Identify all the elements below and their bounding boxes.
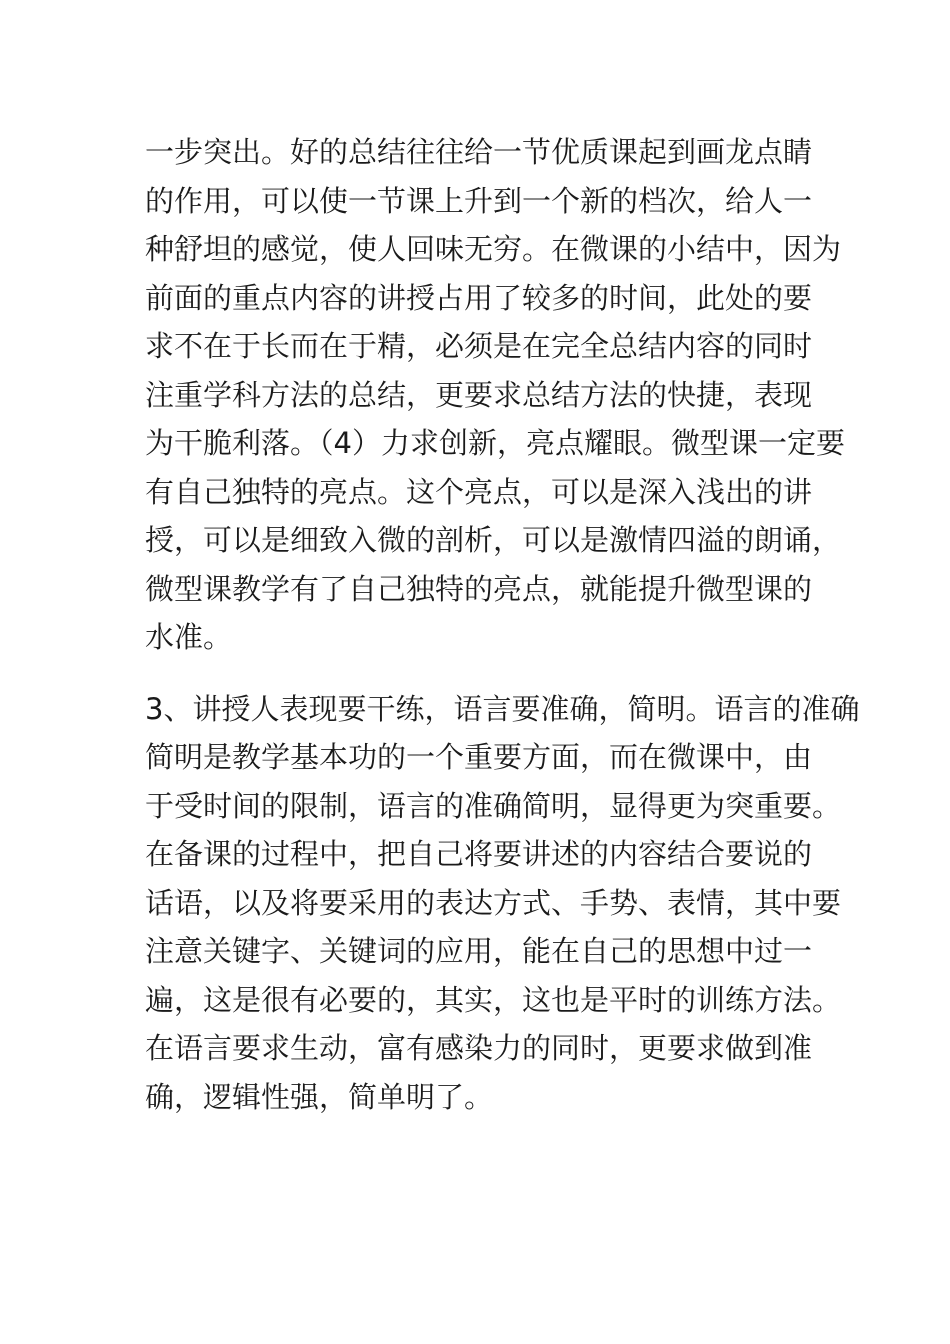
text-line: 前面的重点内容的讲授占用了较多的时间，此处的要 <box>145 280 813 315</box>
text-line: 在语言要求生动，富有感染力的同时，更要求做到准 <box>145 1031 813 1065</box>
text-line: 求不在于长而在于精，必须是在完全总结内容的同时 <box>145 329 813 363</box>
paragraph-2 <box>145 685 860 1122</box>
text-line: 水准。 <box>145 620 233 654</box>
text-line: 在备课的过程中，把自己将要讲述的内容结合要说的 <box>145 837 813 871</box>
paragraph-1 <box>145 128 845 662</box>
text-line: 话语，以及将要采用的表达方式、手势、表情，其中要 <box>145 885 842 920</box>
text-line: 于受时间的限制，语言的准确简明，显得更为突重要。 <box>145 788 842 823</box>
text-line: 遍，这是很有必要的，其实，这也是平时的训练方法。 <box>145 982 842 1017</box>
text-line: 3、讲授人表现要干练，语言要准确，简明。语言的准确 <box>145 691 860 726</box>
text-line: 一步突出。好的总结往往给一节优质课起到画龙点睛 <box>145 135 813 169</box>
body-text <box>145 128 860 1121</box>
text-line: 确，逻辑性强，简单明了。 <box>145 1079 494 1114</box>
text-line: 有自己独特的亮点。这个亮点，可以是深入浅出的讲 <box>145 474 813 509</box>
text-line: 的作用，可以使一节课上升到一个新的档次，给人一 <box>145 183 813 218</box>
text-line: 注重学科方法的总结，更要求总结方法的快捷，表现 <box>145 377 813 412</box>
text-line: 简明是教学基本功的一个重要方面，而在微课中，由 <box>145 740 813 774</box>
text-line: 为干脆利落。（4）力求创新，亮点耀眼。微型课一定要 <box>145 426 845 460</box>
text-line: 种舒坦的感觉，使人回味无穷。在微课的小结中，因为 <box>145 232 842 266</box>
text-line: 授，可以是细致入微的剖析，可以是激情四溢的朗诵， <box>145 523 842 557</box>
text-line: 注意关键字、关键词的应用，能在自己的思想中过一 <box>145 934 813 968</box>
text-line: 微型课教学有了自己独特的亮点，就能提升微型课的 <box>145 571 813 606</box>
